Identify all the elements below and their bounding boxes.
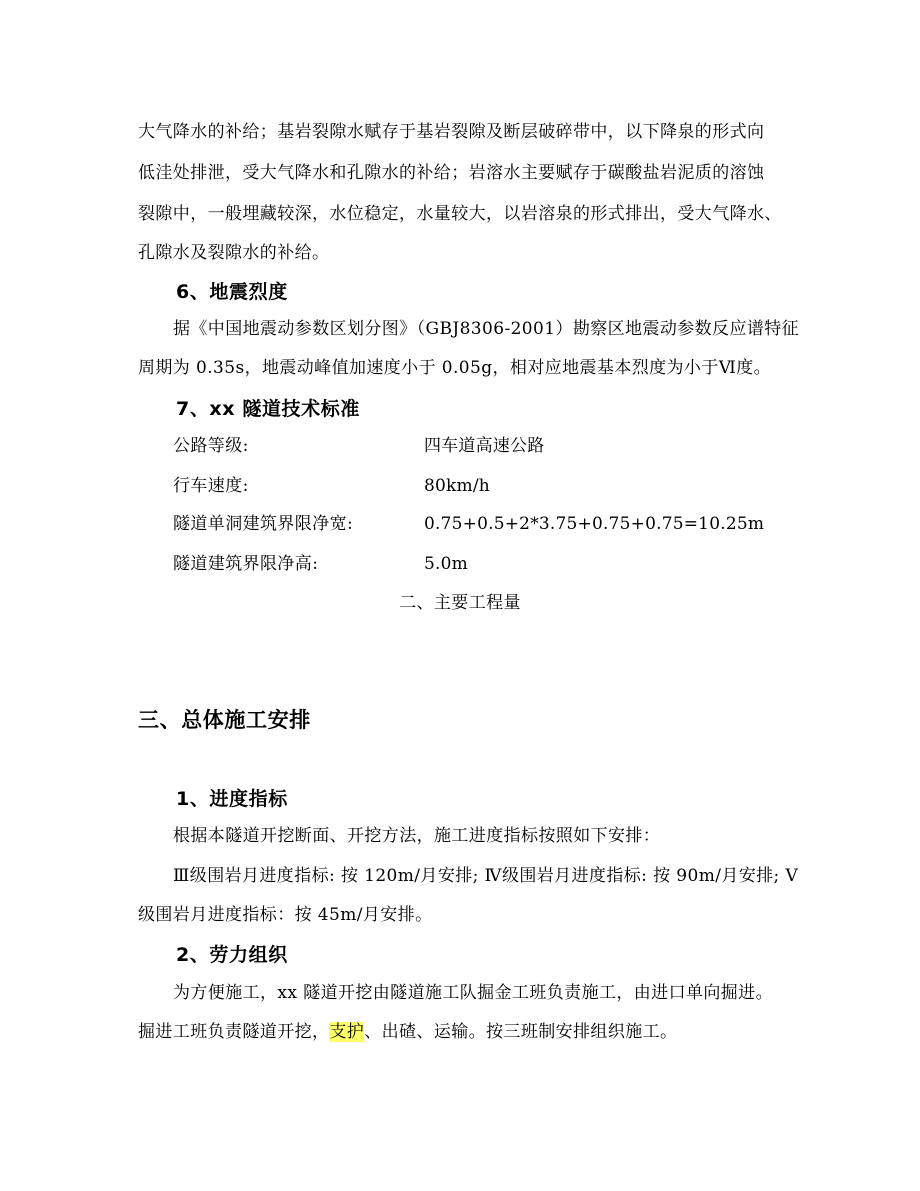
section-7-heading: 7、xx 隧道技术标准	[176, 398, 360, 420]
labor-heading: 2、劳力组织	[176, 944, 288, 966]
section-6-line-2: 周期为 0.35s，地震动峰值加速度小于 0.05g，相对应地震基本烈度为小于Ⅵ度。	[138, 358, 772, 378]
highlighted-term-support: 支护	[329, 1022, 365, 1042]
labor-line-2	[138, 1020, 677, 1044]
spec-label-width: 隧道单洞建筑界限净宽:	[173, 514, 354, 534]
section-6-heading: 6、地震烈度	[176, 281, 288, 303]
section-6-line-1: 据《中国地震动参数区划分图》（GBJ8306-2001）勘察区地震动参数反应谱特征	[173, 319, 800, 339]
spec-value-height: 5.0m	[424, 554, 468, 574]
spec-value-speed: 80km/h	[424, 476, 490, 496]
intro-line-3: 裂隙中，一般埋藏较深，水位稳定，水量较大，以岩溶泉的形式排出，受大气降水、	[138, 204, 782, 224]
spec-label-road-grade: 公路等级:	[173, 436, 249, 456]
progress-line-1: 根据本隧道开挖断面、开挖方法，施工进度指标按照如下安排：	[173, 826, 661, 846]
spec-value-width: 0.75+0.5+2*3.75+0.75+0.75=10.25m	[424, 514, 765, 534]
spec-label-height: 隧道建筑界限净高:	[173, 554, 319, 574]
labor-line-2-start: 掘进工班负责隧道开挖，	[138, 1022, 330, 1042]
section-three-heading: 三、总体施工安排	[138, 708, 311, 732]
spec-value-road-grade: 四车道高速公路	[424, 436, 545, 456]
labor-line-1: 为方便施工，xx 隧道开挖由隧道施工队掘金工班负责施工，由进口单向掘进。	[173, 983, 773, 1003]
progress-line-3: 级围岩月进度指标：按 45m/月安排。	[138, 905, 433, 925]
progress-line-2: Ⅲ级围岩月进度指标: 按 120m/月安排; Ⅳ级围岩月进度指标: 按 90m/月安排; Ⅴ	[173, 866, 799, 886]
intro-line-1: 大气降水的补给；基岩裂隙水赋存于基岩裂隙及断层破碎带中，以下降泉的形式向	[138, 122, 765, 142]
intro-line-4: 孔隙水及裂隙水的补给。	[138, 243, 330, 263]
labor-line-2-end: 、出碴、运输。按三班制安排组织施工。	[364, 1022, 678, 1042]
intro-line-2: 低洼处排泄，受大气降水和孔隙水的补给；岩溶水主要赋存于碳酸盐岩泥质的溶蚀	[138, 163, 765, 183]
progress-heading: 1、进度指标	[176, 788, 288, 810]
spec-label-speed: 行车速度:	[173, 476, 249, 496]
section-two-title: 二、主要工程量	[399, 593, 521, 613]
